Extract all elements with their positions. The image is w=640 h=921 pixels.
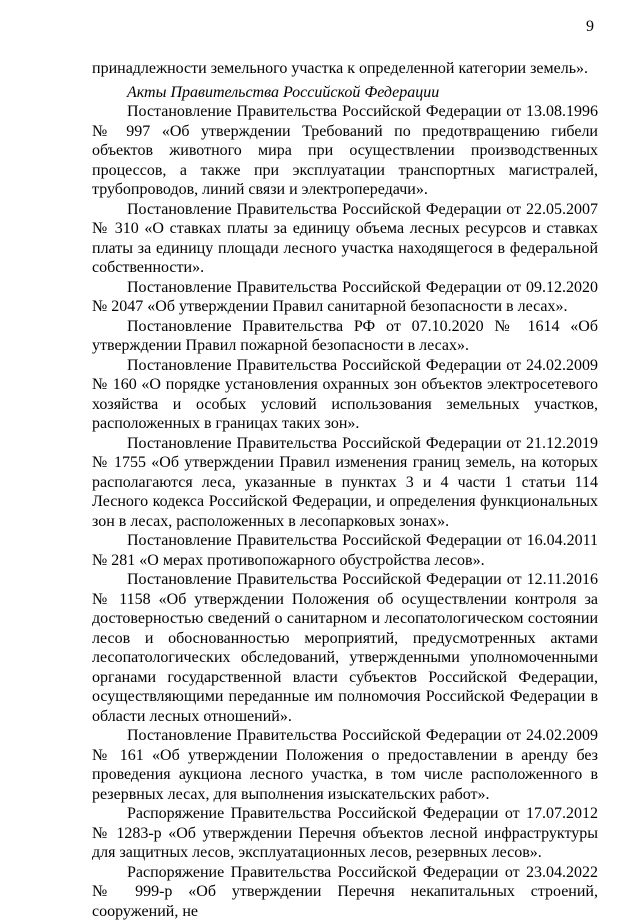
paragraph-7: Постановление Правительства Российской Федерации от 16.04.2011 № 281 «О мерах противопожарного обустройства лесов». — [92, 531, 598, 570]
paragraph-1: Постановление Правительства Российской Федерации от 13.08.1996 № 997 «Об утверждении Требований по предотвращению гибели объектов животного мира при осуществлении производственных процессов, а также при эксплуатации транспортных магистралей, трубопроводов, линий связи и электропередачи». — [92, 102, 598, 200]
paragraph-2: Постановление Правительства Российской Федерации от 22.05.2007 № 310 «О ставках платы за единицу объема лесных ресурсов и ставках платы за единицу площади лесного участка находящегося в федеральной собственности». — [92, 200, 598, 278]
paragraph-3: Постановление Правительства Российской Федерации от 09.12.2020 № 2047 «Об утверждении Правил санитарной безопасности в лесах». — [92, 278, 598, 317]
document-body — [92, 59, 598, 921]
paragraph-9: Постановление Правительства Российской Федерации от 24.02.2009 № 161 «Об утверждении Положения о предоставлении в аренду без проведения аукциона лесного участка, в том числе расположенного в резервных лесах, для выполнения изыскательских работ». — [92, 726, 598, 804]
intro-line: принадлежности земельного участка к определенной категории земель». — [92, 59, 598, 79]
page-number: 9 — [586, 18, 594, 36]
paragraph-11: Распоряжение Правительства Российской Федерации от 23.04.2022 № 999-р «Об утверждении Перечня некапитальных строений, сооружений, не — [92, 863, 598, 921]
paragraph-10: Распоряжение Правительства Российской Федерации от 17.07.2012 № 1283-р «Об утверждении Перечня объектов лесной инфраструктуры для защитных лесов, эксплуатационных лесов, резервных лесов». — [92, 804, 598, 863]
paragraph-8: Постановление Правительства Российской Федерации от 12.11.2016 № 1158 «Об утверждении Положения об осуществлении контроля за достоверностью сведений о санитарном и лесопатологическом состоянии лесов и обоснованностью мероприятий, предусмотренных актами лесопатологических обследований, утвержденными уполномоченными органами государственной власти субъектов Российской Федерации, осуществляющими переданные им полномочия Российской Федерации в области лесных отношений». — [92, 570, 598, 726]
section-heading: Акты Правительства Российской Федерации — [92, 83, 598, 103]
paragraph-4: Постановление Правительства РФ от 07.10.2020 № 1614 «Об утверждении Правил пожарной безопасности в лесах». — [92, 317, 598, 356]
paragraph-6: Постановление Правительства Российской Федерации от 21.12.2019 № 1755 «Об утверждении Правил изменения границ земель, на которых располагаются леса, указанные в пунктах 3 и 4 части 1 статьи 114 Лесного кодекса Российской Федерации, и определения функциональных зон в лесах, расположенных в лесопарковых зонах». — [92, 434, 598, 532]
paragraph-5: Постановление Правительства Российской Федерации от 24.02.2009 № 160 «О порядке установления охранных зон объектов электросетевого хозяйства и особых условий использования земельных участков, расположенных в границах таких зон». — [92, 356, 598, 434]
